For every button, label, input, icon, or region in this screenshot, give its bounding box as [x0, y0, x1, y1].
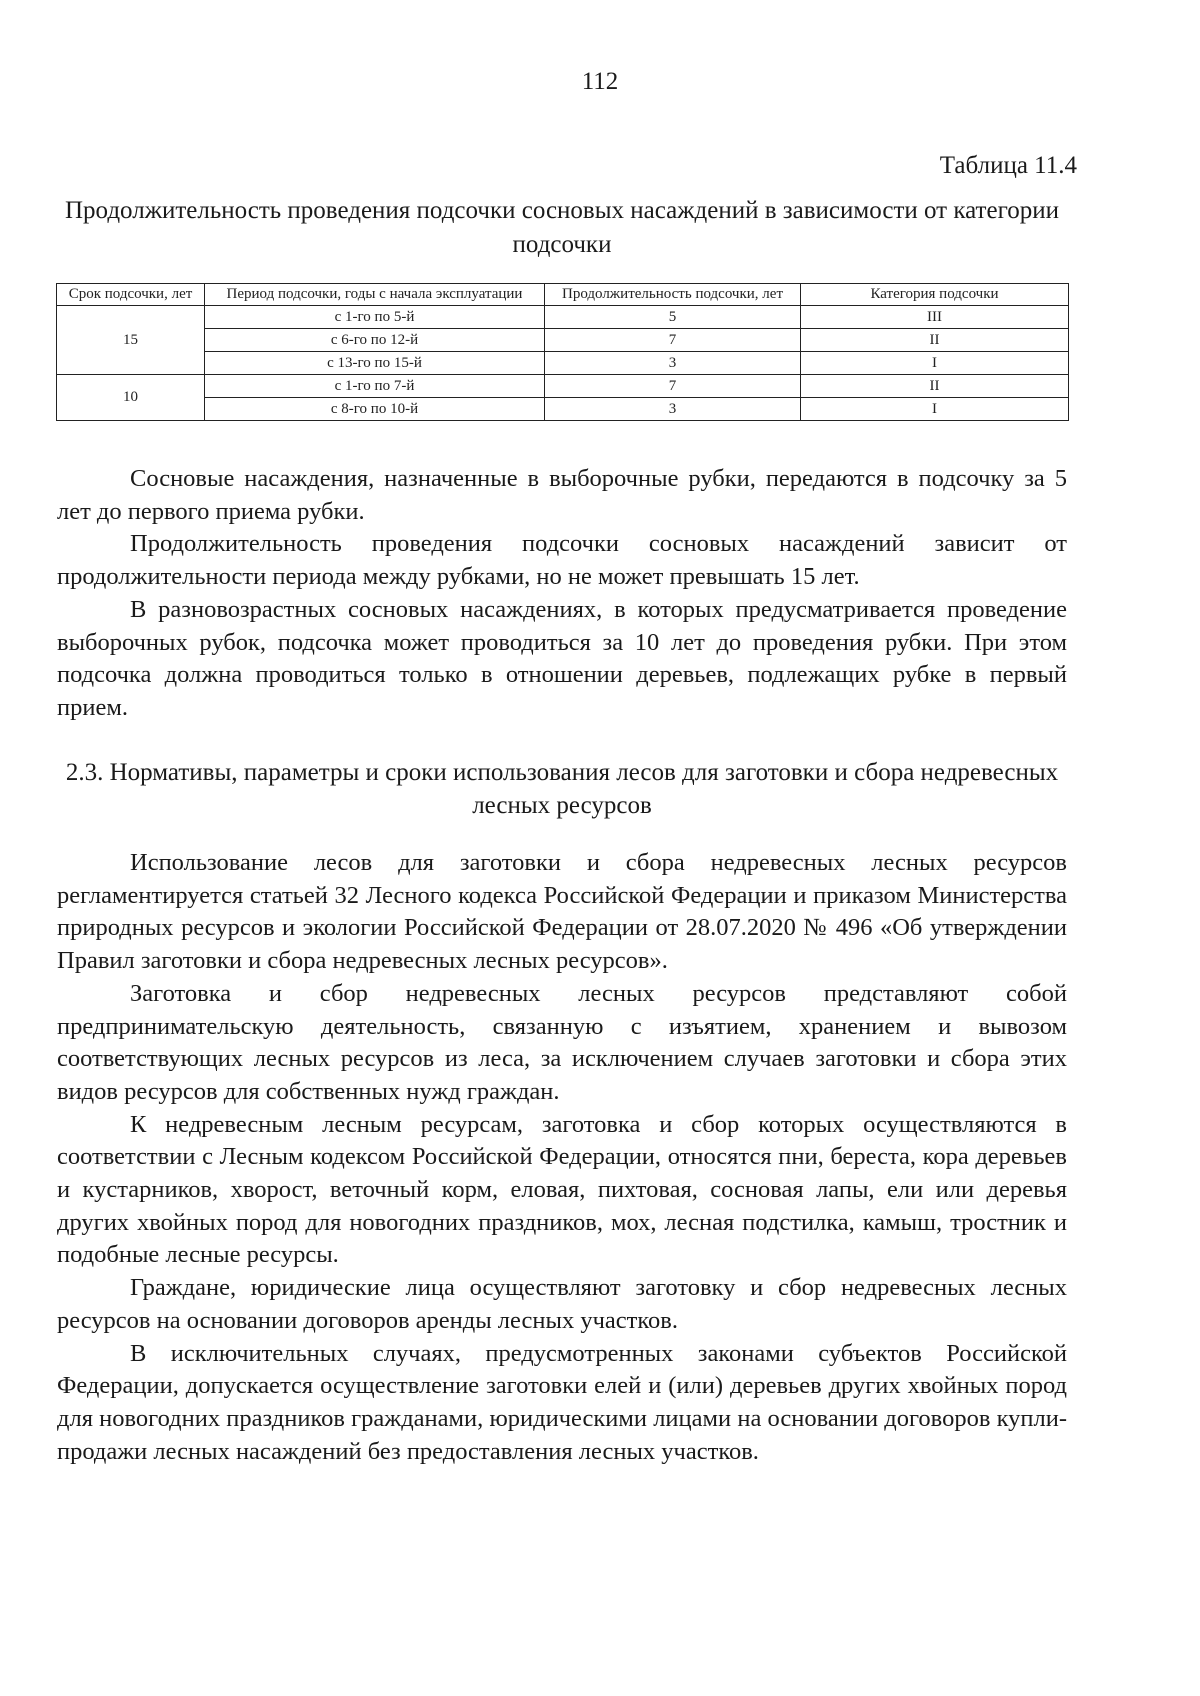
period-cell: с 13-го по 15-й [205, 352, 545, 375]
header-period: Период подсочки, годы с начала эксплуатации [205, 284, 545, 306]
category-cell: I [801, 398, 1069, 421]
table-title: Продолжительность проведения подсочки сосновых насаждений в зависимости от категории подсочки [65, 197, 1059, 258]
duration-cell: 3 [545, 352, 801, 375]
body-paragraph: В разновозрастных сосновых насаждениях, в которых предусматривается проведение выборочных рубок, подсочка может проводиться за 10 лет до проведения рубки. При этом подсочка должна проводиться только в отношении деревьев, подлежащих рубке в первый прием. [57, 595, 1067, 721]
duration-cell: 7 [545, 329, 801, 352]
table-row [57, 306, 1069, 329]
table-row [57, 398, 1069, 421]
tapping-text-block [57, 463, 1067, 725]
period-cell: с 1-го по 7-й [205, 375, 545, 398]
header-duration: Продолжительность подсочки, лет [545, 284, 801, 306]
term-cell: 15 [57, 306, 205, 375]
category-cell: II [801, 375, 1069, 398]
body-paragraph: Использование лесов для заготовки и сбора недревесных лесных ресурсов регламентируется статьей 32 Лесного кодекса Российской Федерации и приказом Министерства природных ресурсов и экологии Российской Федерации от 28.07.2020 № 496 «Об утверждении Правил заготовки и сбора недревесных лесных ресурсов». [57, 849, 1067, 975]
body-paragraph: Заготовка и сбор недревесных лесных ресурсов представляют собой предпринимательскую деятельность, связанную с изъятием, хранением и вывозом соответствующих лесных ресурсов из леса, за исключением случаев заготовки и сбора этих видов ресурсов для собственных нужд граждан. [57, 979, 1067, 1105]
table-label: Таблица 11.4 [939, 152, 1077, 179]
table-row [57, 329, 1069, 352]
duration-cell: 3 [545, 398, 801, 421]
period-cell: с 6-го по 12-й [205, 329, 545, 352]
table-header-row [57, 284, 1069, 306]
body-paragraph: Продолжительность проведения подсочки сосновых насаждений зависит от продолжительности периода между рубками, но не может превышать 15 лет. [57, 530, 1067, 591]
nontimber-text-block [57, 847, 1067, 1468]
category-cell: III [801, 306, 1069, 329]
category-cell: II [801, 329, 1069, 352]
period-cell: с 8-го по 10-й [205, 398, 545, 421]
body-paragraph: В исключительных случаях, предусмотренных законами субъектов Российской Федерации, допускается осуществление заготовки елей и (или) деревьев других хвойных пород для новогодних праздников гражданами, юридическими лицами на основании договоров купли-продажи лесных насаждений без предоставления лесных участков. [57, 1339, 1067, 1465]
header-category: Категория подсочки [801, 284, 1069, 306]
table-row [57, 375, 1069, 398]
header-term: Срок подсочки, лет [57, 284, 205, 306]
body-paragraph: Граждане, юридические лица осуществляют заготовку и сбор недревесных лесных ресурсов на основании договоров аренды лесных участков. [57, 1274, 1067, 1334]
section-heading: 2.3. Нормативы, параметры и сроки использования лесов для заготовки и сбора недревесных лесных ресурсов [65, 759, 1059, 819]
period-cell: с 1-го по 5-й [205, 306, 545, 329]
page-number: 112 [581, 68, 619, 95]
tapping-duration-table [56, 283, 1069, 421]
duration-cell: 5 [545, 306, 801, 329]
duration-cell: 7 [545, 375, 801, 398]
body-paragraph: К недревесным лесным ресурсам, заготовка и сбор которых осуществляются в соответствии с Лесным кодексом Российской Федерации, относятся пни, береста, кора деревьев и кустарников, хворост, веточный корм, еловая, пихтовая, сосновая лапы, ели или деревья других хвойных пород для новогодних праздников, мох, лесная подстилка, камыш, тростник и подобные лесные ресурсы. [57, 1110, 1067, 1269]
body-paragraph: Сосновые насаждения, назначенные в выборочные рубки, передаются в подсочку за 5 лет до первого приема рубки. [57, 465, 1067, 525]
category-cell: I [801, 352, 1069, 375]
term-cell: 10 [57, 375, 205, 421]
table-row [57, 352, 1069, 375]
